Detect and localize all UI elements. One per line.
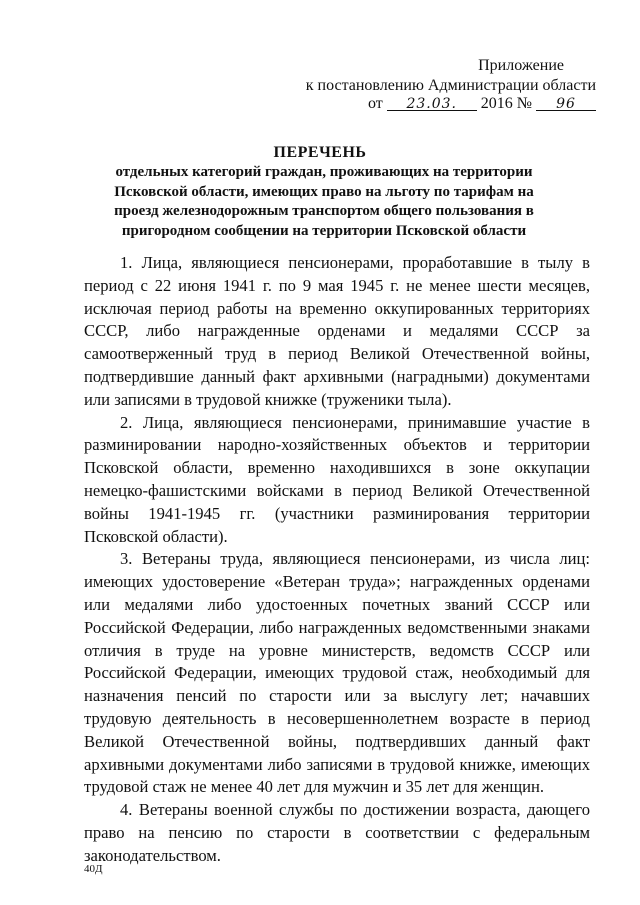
- document-body: [84, 252, 590, 868]
- annex-reference: к постановлению Администрации области: [305, 77, 596, 94]
- year-number-label: 2016 №: [480, 95, 532, 112]
- document-title: ПЕРЕЧЕНЬ: [273, 144, 367, 161]
- annex-title: Приложение: [478, 57, 564, 74]
- document-subtitle: отдельных категорий граждан, проживающих на территории Псковской области, имеющих право на льготу по тарифам на проезд железнодорожным транспортом общего пользования в пригородном сообщении на территории Псковской области: [114, 164, 534, 239]
- list-item-4: 4. Ветераны военной службы по достижении возраста, дающего право на пенсию по старости в соответствии с федеральным законодательством.: [84, 800, 590, 865]
- handwritten-date: 23.03.: [406, 96, 457, 112]
- list-item-3: 3. Ветераны труда, являющиеся пенсионерами, из числа лиц: имеющих удостоверение «Ветеран труда»; награжденных орденами или медалями либо удостоенных почетных званий СССР или Российской Федерации, либо награжденных ведомственными знаками отличия в труде на уровне министерств, ведомств СССР или Российской Федерации, имеющих трудовой стаж, необходимый для назначения пенсий по старости или за выслугу лет; начавших трудовую деятельность в несовершеннолетнем возрасте в период Великой Отечественной войны, подтвердивших данный факт архивными документами либо записями в трудовой книжке, имеющих трудовой стаж не менее 40 лет для мужчин и 35 лет для женщин.: [84, 549, 590, 797]
- list-item-2: 2. Лица, являющиеся пенсионерами, принимавшие участие в разминировании народно-хозяйственных объектов и территории Псковской области, временно находившихся в зоне оккупации немецко-фашистскими войсками в период Великой Отечественной войны 1941-1945 гг. (участники разминирования территории Псковской области).: [84, 412, 590, 546]
- list-item-1: 1. Лица, являющиеся пенсионерами, проработавшие в тылу в период с 22 июня 1941 г. по 9 мая 1945 г. не менее шести месяцев, исключая период работы на временно оккупированных территориях СССР, либо награжденные орденами и медалями СССР за самоотверженный труд в период Великой Отечественной войны, подтвердившие данный факт архивными (наградными) документами или записями в трудовой книжке (труженики тыла).: [84, 253, 590, 409]
- number-field: [536, 94, 596, 111]
- handwritten-number: 96: [556, 96, 576, 112]
- date-field: [387, 94, 477, 111]
- annex-date-line: [368, 94, 596, 113]
- date-prefix: от: [367, 95, 383, 112]
- footer-code: 40Д: [84, 863, 103, 875]
